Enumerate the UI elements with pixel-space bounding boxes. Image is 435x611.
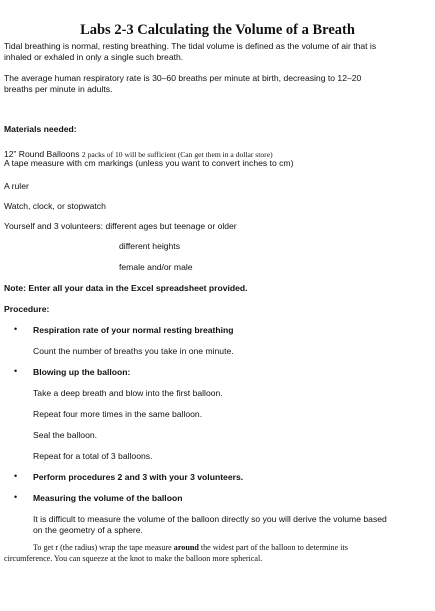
radius-text-pre: To get r (the radius) wrap the tape measure xyxy=(33,543,174,552)
bullet-icon: • xyxy=(14,492,18,502)
radius-paragraph xyxy=(4,543,348,564)
intro-line: The average human respiratory rate is 30–60 breaths per minute at birth, decreasing to 12–20 xyxy=(4,73,362,83)
bullet-icon: • xyxy=(14,471,18,481)
step4-paragraph xyxy=(33,514,387,535)
materials-heading: Materials needed: xyxy=(4,124,77,134)
step2-title: Blowing up the balloon: xyxy=(33,367,131,377)
materials-tape: A tape measure with cm markings (unless you want to convert inches to cm) xyxy=(4,158,294,168)
intro-paragraph-1 xyxy=(4,41,376,62)
step3-title: Perform procedures 2 and 3 with your 3 volunteers. xyxy=(33,472,244,482)
intro-paragraph-2 xyxy=(4,73,361,94)
bullet-icon: • xyxy=(14,324,18,334)
balloons-label: 12” Round Balloons xyxy=(4,149,80,159)
materials-heights: different heights xyxy=(119,241,180,251)
bullet-icon: • xyxy=(14,366,18,376)
step4-title: Measuring the volume of the balloon xyxy=(33,493,183,503)
intro-line: Tidal breathing is normal, resting breathing. The tidal volume is defined as the volume of air that is xyxy=(4,41,377,51)
radius-line-2: circumference. You can squeeze at the knot to make the balloon more spherical. xyxy=(4,553,263,563)
step4-line: It is difficult to measure the volume of the balloon directly so you will derive the volume based xyxy=(33,514,387,524)
intro-line: inhaled or exhaled in only a single such breath. xyxy=(4,51,184,62)
step2-line-b: Repeat four more times in the same balloon. xyxy=(33,409,203,419)
radius-line-1 xyxy=(4,543,348,554)
step1-text: Count the number of breaths you take in one minute. xyxy=(33,346,234,356)
intro-line: breaths per minute in adults. xyxy=(4,83,113,94)
balloons-note: 2 packs of 10 will be sufficient (Can get them in a dollar store) xyxy=(81,150,273,159)
radius-text-emphasis: around xyxy=(173,543,199,552)
step1-title: Respiration rate of your normal resting breathing xyxy=(33,325,234,335)
materials-gender: female and/or male xyxy=(119,262,193,272)
procedure-heading: Procedure: xyxy=(4,304,50,314)
step4-line: on the geometry of a sphere. xyxy=(33,524,143,535)
materials-ruler: A ruler xyxy=(4,181,29,191)
radius-text-post: the widest part of the balloon to determine its xyxy=(198,543,348,552)
materials-watch: Watch, clock, or stopwatch xyxy=(4,201,106,211)
note-text: Note: Enter all your data in the Excel spreadsheet provided. xyxy=(4,283,248,293)
step2-line-c: Seal the balloon. xyxy=(33,430,98,440)
materials-volunteers: Yourself and 3 volunteers: different ages but teenage or older xyxy=(4,221,237,231)
page-title: Labs 2-3 Calculating the Volume of a Breath xyxy=(80,22,355,38)
step2-line-a: Take a deep breath and blow into the first balloon. xyxy=(33,388,223,398)
step2-line-d: Repeat for a total of 3 balloons. xyxy=(33,451,153,461)
